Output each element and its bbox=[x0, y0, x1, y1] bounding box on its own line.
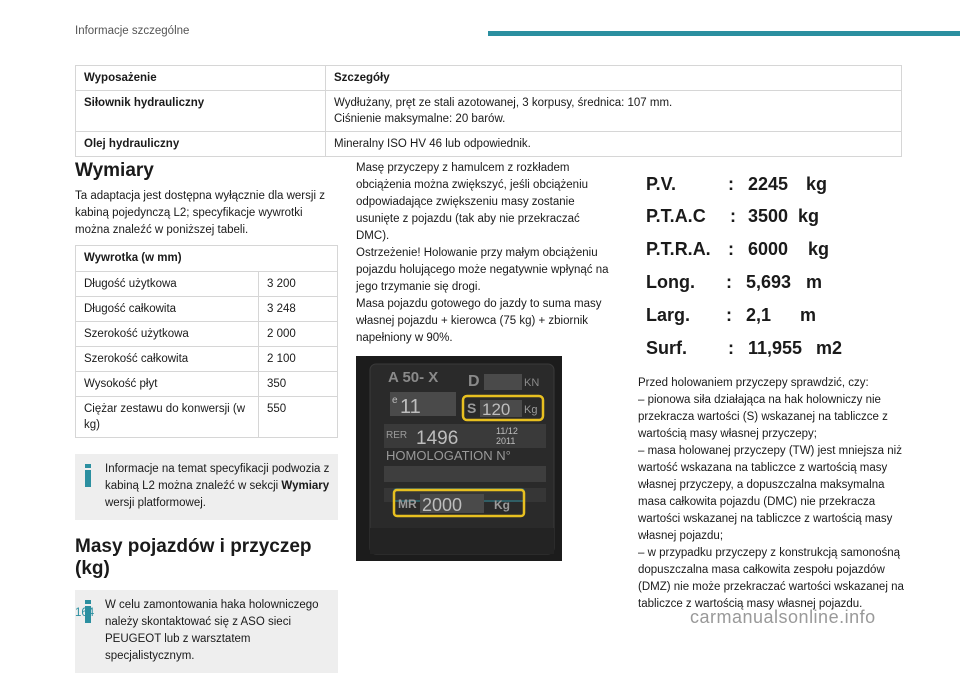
table-row bbox=[76, 297, 338, 322]
plate-value: 5,693 bbox=[746, 272, 792, 292]
plate-rer-label: RER bbox=[386, 430, 408, 441]
plate-value: 11,955 bbox=[748, 338, 803, 358]
table-cell-label: Długość użytkowa bbox=[76, 272, 259, 297]
plate-unit: m bbox=[806, 272, 823, 292]
plate-unit: m bbox=[800, 305, 817, 325]
plate-mr-label: MR bbox=[398, 497, 417, 511]
trailer-plate-illustration bbox=[356, 356, 562, 561]
table-cell-key: Olej hydrauliczny bbox=[76, 132, 326, 157]
info-text-part: Informacje na temat specyfikacji podwozia z kabiną L2 można znaleźć w sekcji bbox=[105, 463, 330, 492]
plate-s-unit: Kg bbox=[524, 404, 538, 416]
table-row bbox=[76, 272, 338, 297]
plate-e-label: e bbox=[392, 395, 398, 406]
plate-sep: : bbox=[730, 206, 736, 226]
table-cell-label: Ciężar zestawu do konwersji (w kg) bbox=[76, 397, 259, 438]
plate-value: 6000 bbox=[748, 239, 789, 259]
table-cell-value: 3 248 bbox=[259, 297, 338, 322]
dimensions-intro: Ta adaptacja jest dostępna wyłącznie dla wersji z kabiną pojedynczą L2; specyfikacje wywrotki można znaleźć w poniższej tabeli. bbox=[75, 190, 325, 236]
plate-mr-unit: Kg bbox=[494, 498, 510, 512]
running-header: Informacje szczególne bbox=[75, 25, 190, 37]
plate-unit: kg bbox=[808, 239, 830, 259]
info-note-chassis bbox=[75, 454, 338, 520]
paragraph-kerb-mass: Masa pojazdu gotowego do jazdy to suma masy własnej pojazdu + kierowca (75 kg) + zbiornik napełniony w 90%. bbox=[356, 298, 602, 344]
plate-date-line2: 2011 bbox=[496, 436, 516, 446]
table-header-cell: Wyposażenie bbox=[76, 66, 326, 91]
info-text-bold: Wymiary bbox=[281, 480, 330, 492]
plate-homologation-label: HOMOLOGATION N° bbox=[386, 448, 511, 463]
table-header-cell: Szczegóły bbox=[326, 66, 902, 91]
plate-label: Larg. bbox=[646, 305, 691, 325]
plate-a-label: A 50- X bbox=[388, 369, 439, 386]
plate-label: Long. bbox=[646, 272, 695, 292]
tow-check-paragraph bbox=[638, 375, 908, 613]
plate-sep: : bbox=[728, 338, 734, 358]
equipment-spec-table bbox=[75, 65, 902, 157]
trailer-plate-photo bbox=[356, 356, 562, 561]
plate-value: 2245 bbox=[748, 174, 789, 194]
tow-check-line: – pionowa siła działająca na hak holowniczy nie przekracza wartości (S) wskazanej na tabliczce z wartością masy własnej przyczepy; bbox=[638, 394, 888, 440]
info-icon bbox=[85, 464, 91, 487]
plate-unit: kg bbox=[798, 206, 820, 226]
plate-unit: kg bbox=[806, 174, 828, 194]
table-row bbox=[76, 347, 338, 372]
plate-sep: : bbox=[726, 305, 732, 325]
plate-rer-number: 1496 bbox=[416, 428, 459, 449]
plate-label: P.T.A.C bbox=[646, 206, 706, 226]
plate-s-value: 120 bbox=[482, 400, 511, 419]
plate-date-line1: 11/12 bbox=[496, 426, 518, 436]
table-cell-value bbox=[326, 91, 902, 132]
info-text bbox=[83, 461, 330, 512]
plate-sep: : bbox=[728, 239, 734, 259]
plate-label: P.T.R.A. bbox=[646, 239, 711, 259]
table-cell-key: Siłownik hydrauliczny bbox=[76, 91, 326, 132]
table-row bbox=[76, 322, 338, 347]
tow-check-line: Przed holowaniem przyczepy sprawdzić, czy: bbox=[638, 377, 869, 389]
dimensions-heading: Wymiary bbox=[75, 160, 154, 181]
table-header-row bbox=[76, 66, 902, 91]
table-header-row bbox=[76, 246, 338, 272]
plate-e-value: 11 bbox=[400, 396, 421, 418]
info-text-part: wersji platformowej. bbox=[105, 497, 206, 509]
paragraph-warning: Ostrzeżenie! Holowanie przy małym obciążeniu pojazdu holującego może negatywnie wpłynąć na jego trzymanie się drogi. bbox=[356, 247, 609, 293]
table-row bbox=[76, 397, 338, 438]
table-row bbox=[76, 91, 902, 132]
plate-s-label: S bbox=[467, 400, 477, 416]
column-middle bbox=[356, 160, 616, 561]
site-watermark: carmanualsonline.info bbox=[690, 607, 876, 627]
table-header-cell: Wywrotka (w mm) bbox=[76, 246, 338, 272]
table-row bbox=[76, 372, 338, 397]
table-cell-label: Szerokość użytkowa bbox=[76, 322, 259, 347]
paragraph-trailer-mass: Masę przyczepy z hamulcem z rozkładem obciążenia można zwiększyć, jeśli obciążeniu odpowiadające zwiększeniu masy zostanie usunięte z pojazdu (tak aby nie przekraczać DMC). bbox=[356, 162, 589, 242]
table-cell-value: Mineralny ISO HV 46 lub odpowiednik. bbox=[326, 132, 902, 157]
plate-sep: : bbox=[726, 272, 732, 292]
info-note-towbar bbox=[75, 590, 338, 673]
cell-line: Ciśnienie maksymalne: 20 barów. bbox=[334, 113, 506, 125]
table-cell-value: 550 bbox=[259, 397, 338, 438]
table-cell-label: Długość całkowita bbox=[76, 297, 259, 322]
tow-check-line: – w przypadku przyczepy z konstrukcją samonośną dopuszczalna masa całkowita zespołu pojazdów (DMZ) nie może przekraczać wartości wskazanej na tabliczce z wartością masy własnej pojazdu. bbox=[638, 547, 904, 610]
masses-heading: Masy pojazdów i przyczep (kg) bbox=[75, 536, 312, 579]
table-cell-value: 2 100 bbox=[259, 347, 338, 372]
plate-sep: : bbox=[728, 174, 734, 194]
plate-d-label: D bbox=[468, 373, 480, 390]
table-cell-value: 3 200 bbox=[259, 272, 338, 297]
vehicle-mass-plate bbox=[638, 160, 868, 360]
column-left bbox=[75, 160, 338, 673]
table-cell-label: Wysokość płyt bbox=[76, 372, 259, 397]
plate-value: 2,1 bbox=[746, 305, 772, 325]
cell-line: Wydłużany, pręt ze stali azotowanej, 3 korpusy, średnica: 107 mm. bbox=[334, 97, 673, 109]
column-right bbox=[638, 160, 908, 613]
table-cell-label: Szerokość całkowita bbox=[76, 347, 259, 372]
table-cell-value: 2 000 bbox=[259, 322, 338, 347]
table-row bbox=[76, 132, 902, 157]
plate-mr-value: 2000 bbox=[422, 495, 463, 515]
info-text: W celu zamontowania haka holowniczego należy skontaktować się z ASO sieci PEUGEOT lub z warsztatem specjalistycznym. bbox=[105, 599, 319, 662]
plate-unit: m2 bbox=[816, 338, 843, 358]
tipper-dimensions-table bbox=[75, 245, 338, 438]
page-number: 164 bbox=[75, 607, 95, 619]
plate-kn-label: KN bbox=[524, 377, 540, 389]
header-accent-bar bbox=[488, 31, 960, 36]
plate-label: P.V. bbox=[646, 174, 677, 194]
tow-check-line: – masa holowanej przyczepy (TW) jest mniejsza niż wartość wskazana na tabliczce z wartością masy własnej przyczepy, a dopuszczalna maksymalna masa całkowita pojazdu (DMC) nie przekracza wartości wskazanej na tabliczce z wartością masy własnej pojazdu; bbox=[638, 445, 902, 542]
plate-value: 3500 bbox=[748, 206, 789, 226]
plate-label: Surf. bbox=[646, 338, 688, 358]
table-cell-value: 350 bbox=[259, 372, 338, 397]
